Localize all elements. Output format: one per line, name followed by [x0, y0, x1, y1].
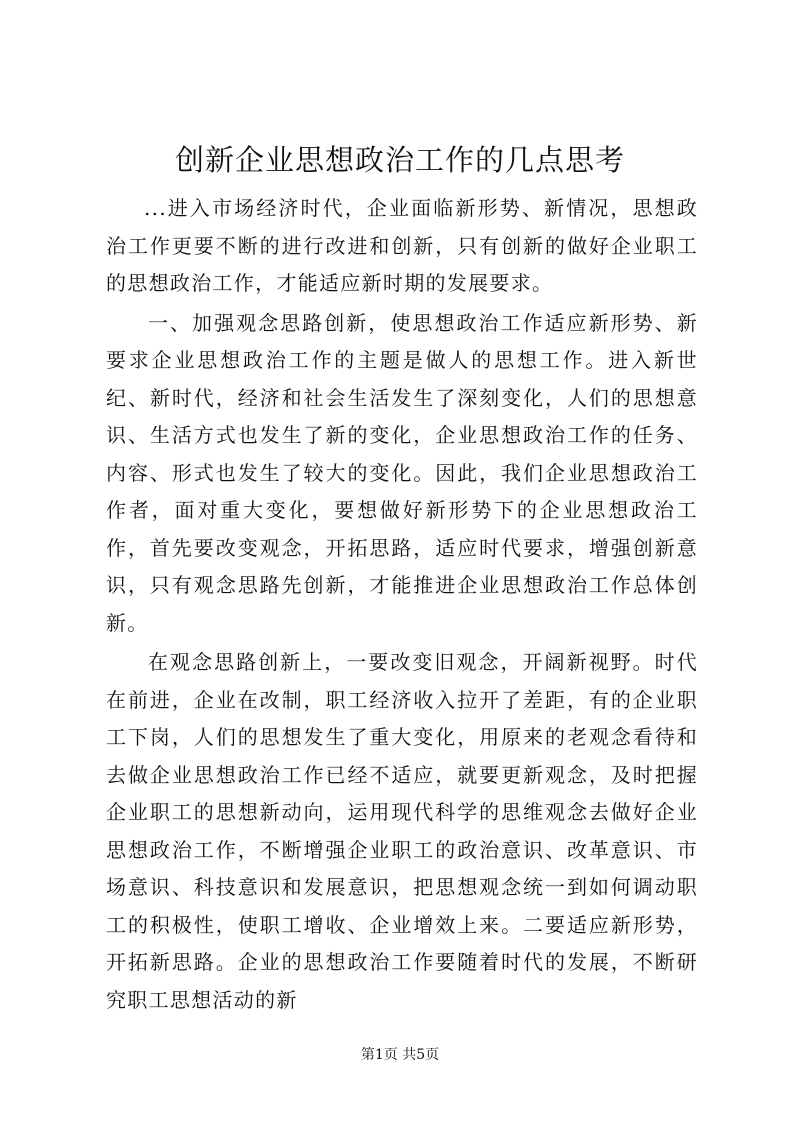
- paragraph-concept-innovation: 在观念思路创新上，一要改变旧观念，开阔新视野。时代在前进，企业在改制，职工经济收入拉开了差距，有的企业职工下岗，人们的思想发生了重大变化，用原来的老观念看待和去做企业思想政治工作已经不适应，就要更新观念，及时把握企业职工的思想新动向，运用现代科学的思维观念去做好企业思想政治工作，不断增强企业职工的政治意识、改革意识、市场意识、科技意识和发展意识，把思想观念统一到如何调动职工的积极性，使职工增收、企业增效上来。二要适应新形势，开拓新思路。企业的思想政治工作要随着时代的发展，不断研究职工思想活动的新: [106, 650, 698, 1012]
- document-title: 创新企业思想政治工作的几点思考: [174, 143, 625, 177]
- paragraph-intro: ...进入市场经济时代，企业面临新形势、新情况，思想政治工作更要不断的进行改进和创新，只有创新的做好企业职工的思想政治工作，才能适应新时期的发展要求。: [106, 196, 698, 295]
- document-body: [106, 190, 698, 1021]
- paragraph-section-one: 一、加强观念思路创新，使思想政治工作适应新形势、新要求企业思想政治工作的主题是做人的思想工作。进入新世纪、新时代，经济和社会生活发生了深刻变化，人们的思想意识、生活方式也发生了新的变化，企业思想政治工作的任务、内容、形式也发生了较大的变化。因此，我们企业思想政治工作者，面对重大变化，要想做好新形势下的企业思想政治工作，首先要改变观念，开拓思路，适应时代要求，增强创新意识，只有观念思路先创新，才能推进企业思想政治工作总体创新。: [106, 310, 698, 635]
- page-footer: 第1页 共5页: [360, 1047, 440, 1063]
